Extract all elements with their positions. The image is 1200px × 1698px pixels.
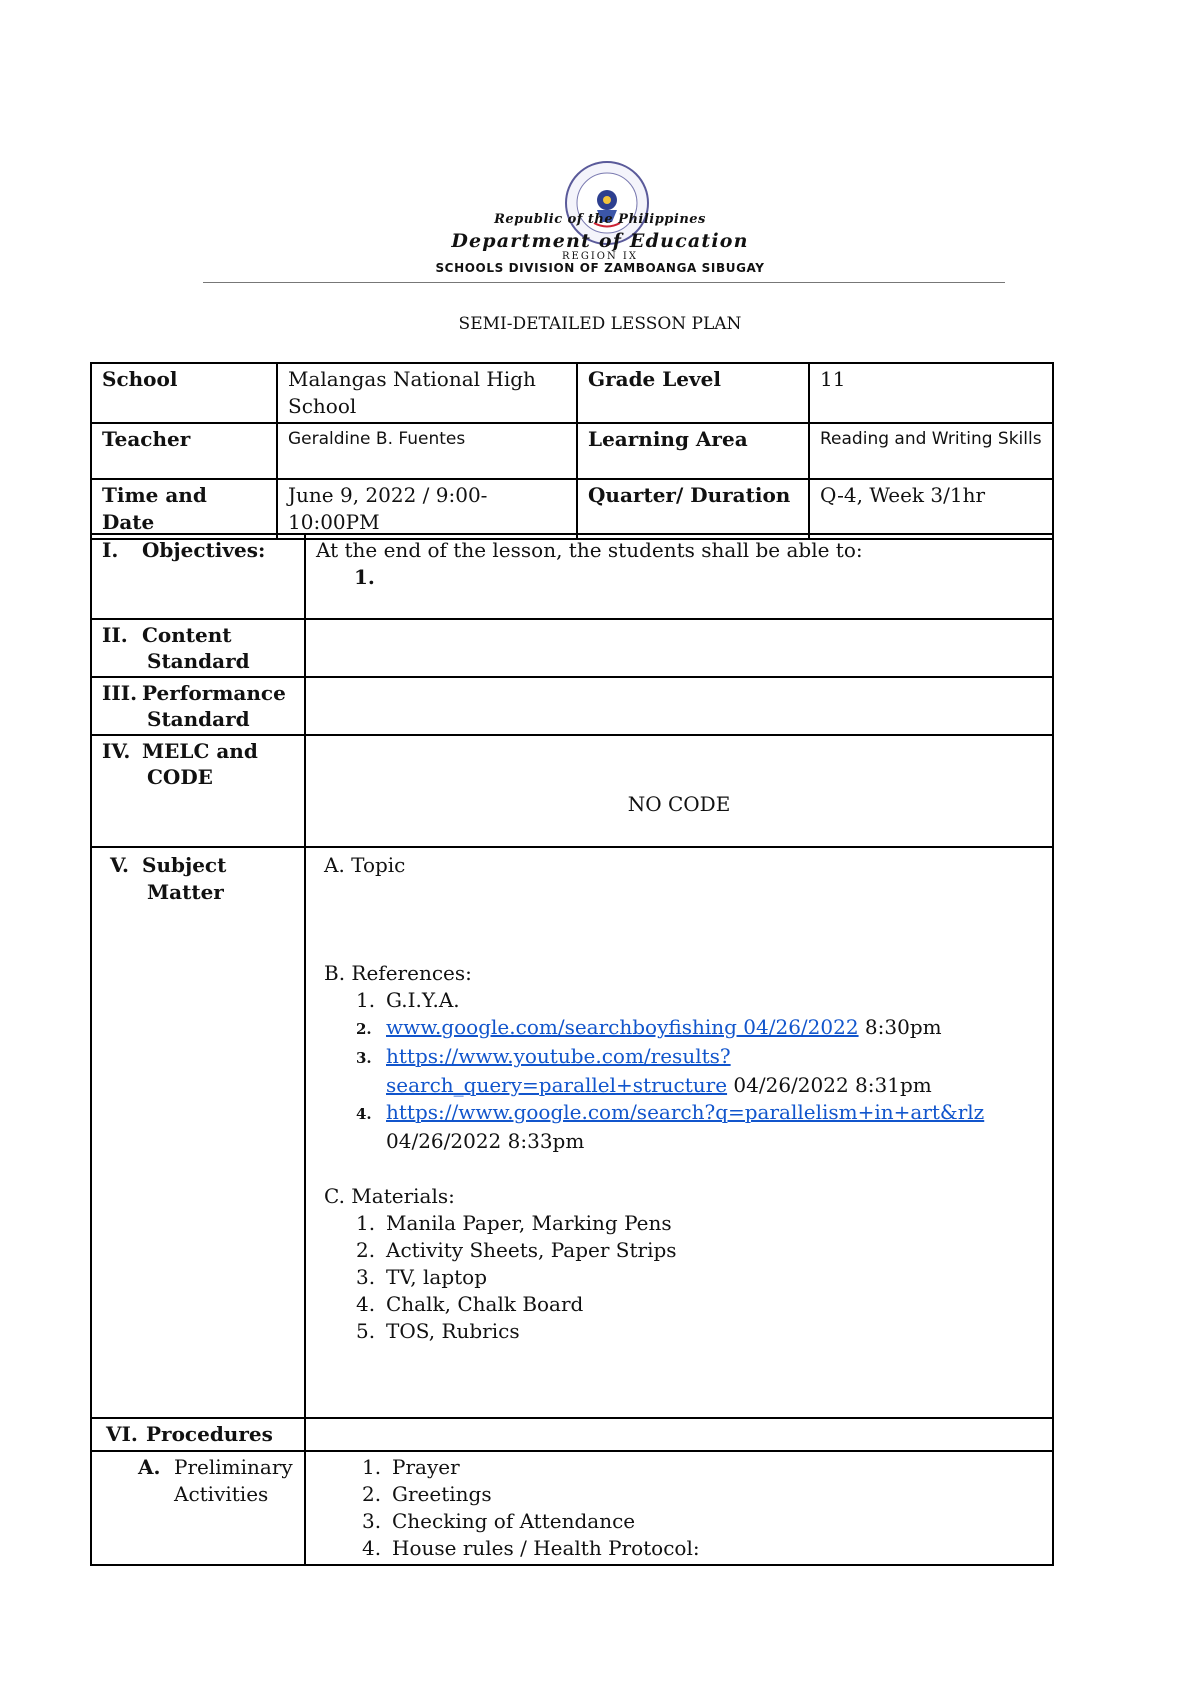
reference-link[interactable]: https://www.google.com/search?q=parallelism+in+art&rlz [386, 1100, 985, 1124]
reference-number: 3. [356, 1049, 372, 1067]
learning-area-label: Learning Area [577, 423, 809, 479]
reference-number: 2. [356, 1020, 372, 1038]
melc-label: MELC and [142, 739, 258, 763]
subject-label-matter: Matter [147, 880, 224, 904]
reference-item [356, 987, 1042, 1014]
performance-label-standard: Standard [147, 707, 250, 731]
division-heading: SCHOOLS DIVISION OF ZAMBOANGA SIBUGAY [435, 261, 765, 275]
learning-area-value: Reading and Writing Skills [809, 423, 1053, 479]
materials-heading: C. Materials: [324, 1184, 455, 1208]
material-item: 2. Activity Sheets, Paper Strips [356, 1238, 677, 1262]
topic-heading: A. Topic [324, 853, 406, 877]
objectives-number: I. [102, 538, 119, 562]
procedures-number: VI. [106, 1422, 138, 1446]
grade-level-value: 11 [809, 363, 1053, 423]
reference-link[interactable]: www.google.com/searchboyfishing 04/26/2022 [386, 1015, 859, 1039]
preliminary-item: 3. Checking of Attendance [362, 1509, 636, 1533]
objectives-label: Objectives: [142, 538, 266, 562]
header-divider [203, 282, 1005, 283]
republic-heading: Republic of the Philippines [494, 212, 706, 227]
grade-level-label: Grade Level [577, 363, 809, 423]
school-label: School [91, 363, 277, 423]
subject-label: Subject [142, 853, 227, 877]
quarter-duration-value: Q-4, Week 3/1hr [809, 479, 1053, 539]
performance-standard-row [91, 677, 1053, 735]
reference-link[interactable]: https://www.youtube.com/results? [386, 1044, 731, 1068]
melc-row [91, 735, 1053, 847]
document-title: SEMI-DETAILED LESSON PLAN [458, 314, 742, 334]
teacher-label: Teacher [91, 423, 277, 479]
objectives-row [91, 534, 1053, 619]
reference-number: 4. [356, 1105, 372, 1123]
material-item: 4. Chalk, Chalk Board [356, 1292, 584, 1316]
objective-item-number: 1. [354, 565, 375, 589]
melc-value: NO CODE [305, 735, 1053, 847]
preliminary-item: 2. Greetings [362, 1482, 492, 1506]
content-standard-row [91, 619, 1053, 677]
quarter-duration-label: Quarter/ Duration [577, 479, 809, 539]
preliminary-activities-row [91, 1451, 1053, 1565]
material-item: 5. TOS, Rubrics [356, 1319, 520, 1343]
melc-label-code: CODE [147, 765, 213, 789]
objectives-intro: At the end of the lesson, the students shall be able to: [316, 538, 863, 562]
school-value: Malangas National High School [277, 363, 577, 423]
department-heading: Department of Education [451, 230, 749, 252]
preliminary-label: Preliminary [174, 1455, 293, 1479]
reference-item [356, 1043, 1042, 1099]
content-number: II. [102, 623, 128, 647]
material-item: 3. TV, laptop [356, 1265, 488, 1289]
lesson-info-table [90, 362, 1054, 540]
preliminary-item: 1. Prayer [362, 1455, 460, 1479]
performance-label: Performance [142, 681, 286, 705]
procedures-label: Procedures [146, 1422, 273, 1446]
content-label-standard: Standard [147, 649, 250, 673]
reference-time: 8:30pm [858, 1015, 942, 1039]
references-heading: B. References: [324, 961, 472, 985]
preliminary-label-activities: Activities [174, 1482, 269, 1506]
subject-number: V. [110, 853, 129, 877]
reference-item [356, 1099, 1042, 1155]
reference-time: 04/26/2022 8:33pm [386, 1129, 585, 1153]
reference-time: 04/26/2022 8:31pm [727, 1073, 932, 1097]
region-heading: REGION IX [562, 251, 638, 262]
reference-link-continued[interactable]: search_query=parallel+structure [386, 1073, 728, 1097]
subject-matter-row [91, 847, 1053, 1418]
reference-number: 1. [356, 988, 376, 1012]
melc-number: IV. [102, 739, 131, 763]
time-date-label: Time and Date [91, 479, 277, 539]
lesson-body-table [90, 533, 1054, 1566]
reference-text: G.I.Y.A. [386, 988, 460, 1012]
reference-item [356, 1014, 1042, 1043]
performance-number: III. [102, 681, 138, 705]
preliminary-number: A. [138, 1455, 161, 1479]
content-label: Content [142, 623, 232, 647]
procedures-row [91, 1418, 1053, 1451]
material-item: 1. Manila Paper, Marking Pens [356, 1211, 672, 1235]
preliminary-item: 4. House rules / Health Protocol: [362, 1536, 700, 1560]
teacher-value: Geraldine B. Fuentes [277, 423, 577, 479]
time-date-value: June 9, 2022 / 9:00-10:00PM [277, 479, 577, 539]
